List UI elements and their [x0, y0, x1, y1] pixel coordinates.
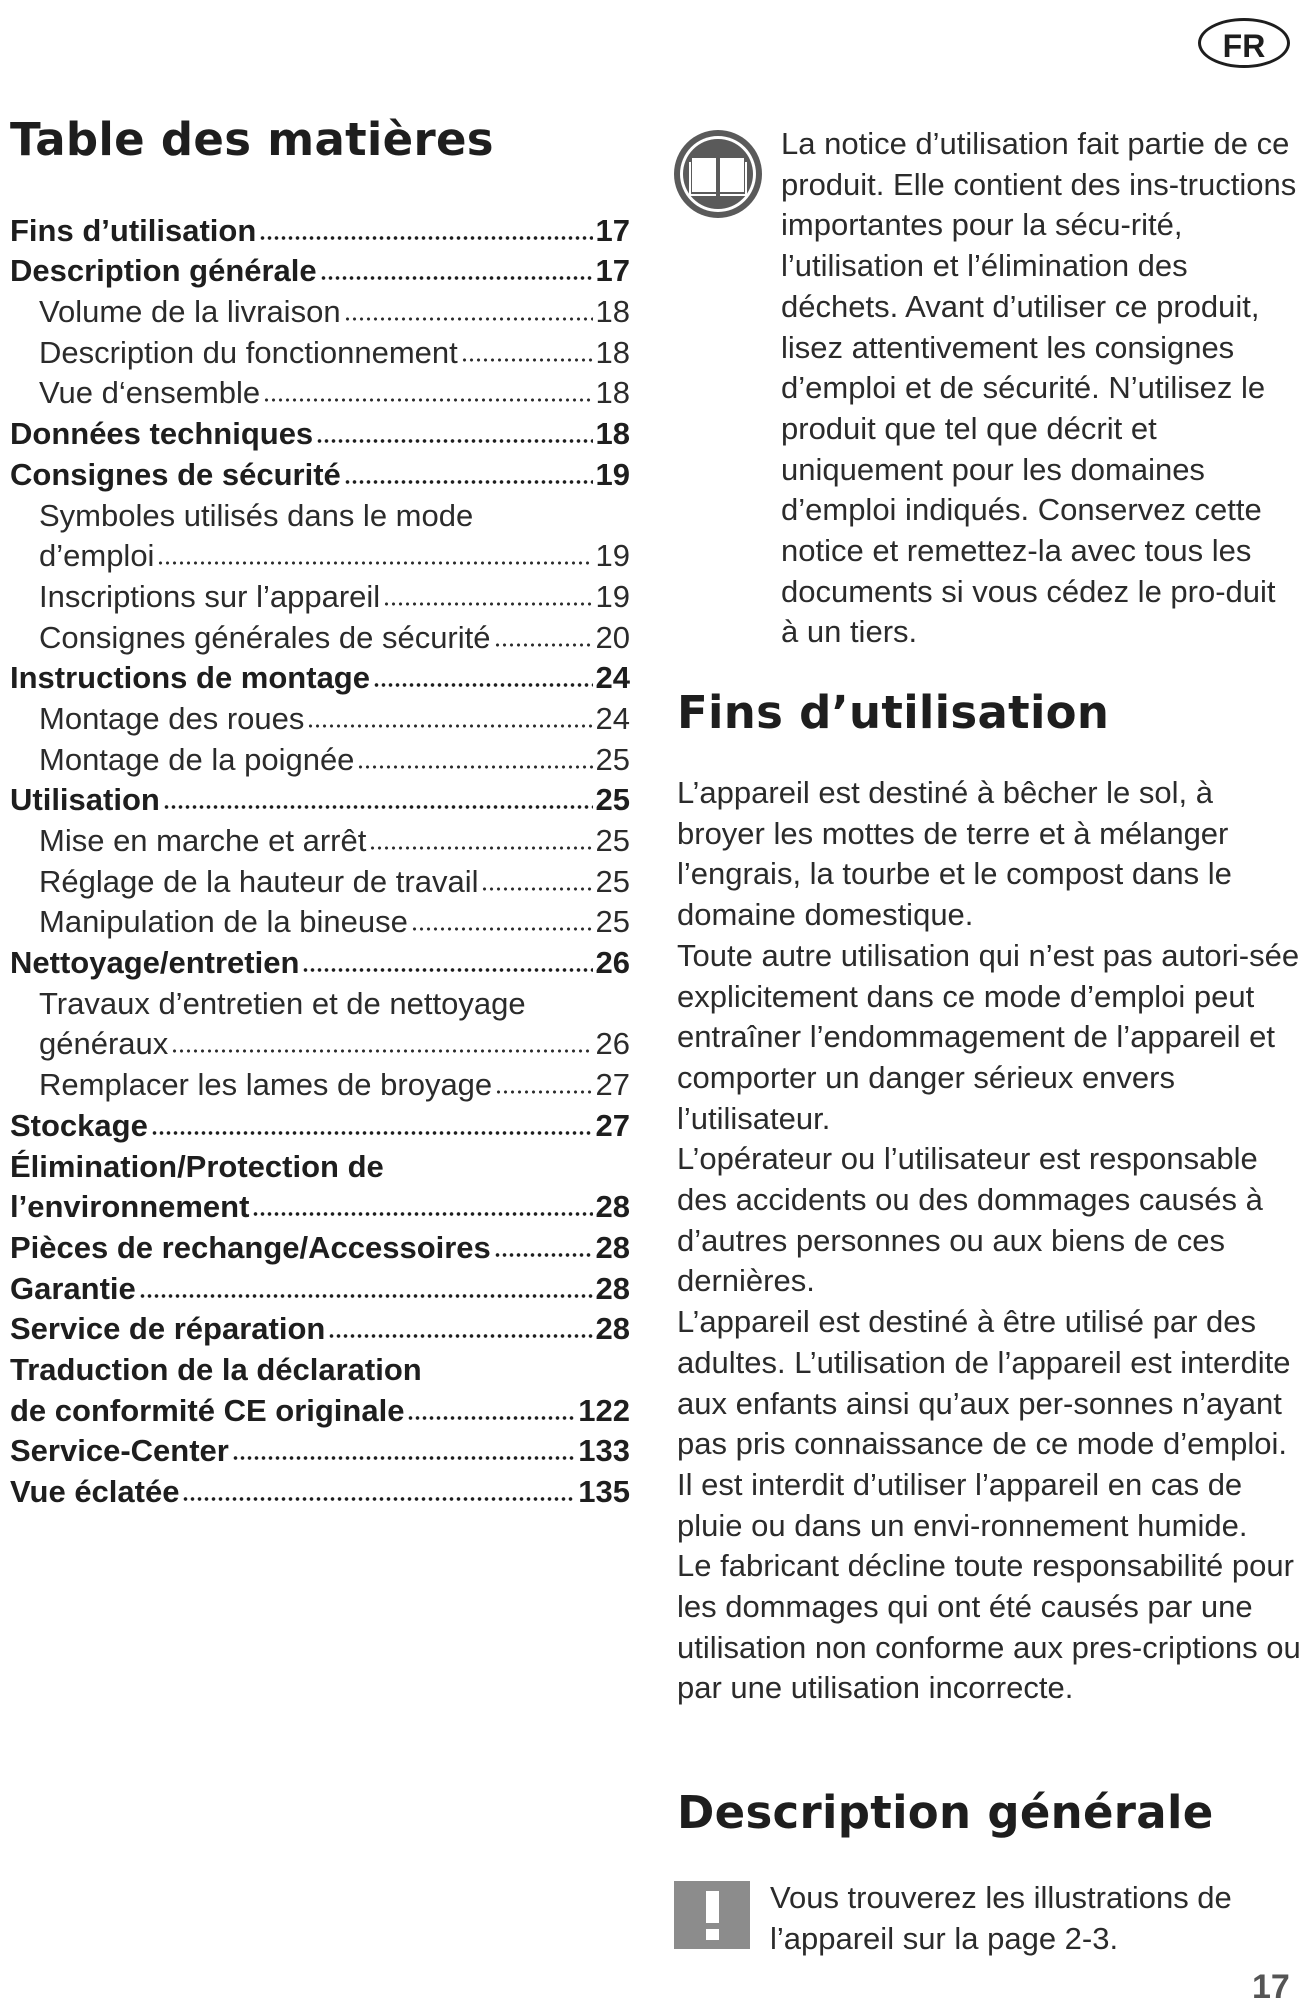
toc-entry: [10, 452, 630, 493]
toc-leader-dots: [461, 356, 593, 364]
toc-leader-dots: [495, 1088, 592, 1096]
toc-entry-page: 19: [595, 456, 630, 492]
toc-entry: [10, 1103, 630, 1144]
toc-entry: [10, 1225, 630, 1266]
toc-leader-dots: [307, 722, 592, 730]
toc-leader-dots: [407, 1414, 575, 1422]
toc-leader-dots: [411, 925, 593, 933]
toc-entry-page: 18: [595, 334, 630, 370]
toc-entry-page: 25: [595, 904, 630, 940]
toc-leader-dots: [259, 234, 592, 242]
toc-entry-title: d’emploi: [39, 538, 155, 574]
toc-leader-dots: [344, 315, 593, 323]
toc-leader-dots: [182, 1495, 575, 1503]
toc-entry: [10, 940, 630, 981]
toc-entry-title: Inscriptions sur l’appareil: [39, 578, 381, 614]
toc-entry-title: Travaux d’entretien et de nettoyage: [39, 985, 526, 1021]
section-heading-description: Description générale: [677, 1786, 1214, 1839]
toc-leader-dots: [320, 274, 593, 282]
toc-leader-dots: [139, 1292, 593, 1300]
toc-leader-dots: [232, 1454, 575, 1462]
toc-entry: [10, 371, 630, 412]
toc-entry: [10, 411, 630, 452]
toc-entry: [10, 1469, 630, 1510]
toc-leader-dots: [157, 559, 592, 567]
toc-entry-page: 18: [595, 294, 630, 330]
open-book-icon: [672, 128, 764, 220]
toc-entry-title: Remplacer les lames de broyage: [39, 1067, 493, 1103]
toc-entry: [10, 1307, 630, 1348]
toc-entry-page: 24: [595, 660, 630, 696]
toc-entry-page: 17: [595, 212, 630, 248]
toc-entry-page: 24: [595, 700, 630, 736]
toc-entry-page: 20: [595, 619, 630, 655]
toc-entry-title: Mise en marche et arrêt: [39, 823, 367, 858]
toc-entry-title: Montage des roues: [39, 700, 305, 736]
toc-leader-dots: [373, 681, 593, 689]
toc-entry-title: Garantie: [10, 1270, 136, 1306]
toc-entry: [10, 1062, 630, 1103]
toc-entry-title: Volume de la livraison: [39, 294, 341, 330]
toc-leader-dots: [171, 1047, 592, 1055]
toc-entry: [10, 1429, 630, 1470]
toc-entry-page: 18: [595, 375, 630, 411]
toc-leader-dots: [163, 803, 593, 811]
exclamation-icon: [674, 1881, 750, 1949]
toc-entry: [10, 615, 630, 656]
toc-entry-title: Instructions de montage: [10, 660, 370, 696]
toc-entry: [10, 534, 630, 575]
toc-entry: [10, 1022, 630, 1063]
toc-title: Table des matières: [10, 113, 494, 166]
toc-entry-page: 27: [595, 1067, 630, 1103]
page-number: 17: [1252, 1968, 1290, 2006]
toc-entry-page: 26: [595, 1026, 630, 1062]
toc-entry-title: l’environnement: [10, 1189, 250, 1225]
toc-entry: [10, 289, 630, 330]
toc-entry-page: 18: [595, 416, 630, 452]
notice-text: La notice d’utilisation fait partie de ce produit. Elle contient des ins-tructions importantes pour la sécu-rité, l’utilisation et l’élimination des déchets. Avant d’utiliser ce produit, lisez attentivement les consignes d’emploi et de sécurité. N’utilisez le produit que tel que décrit et uniquement pour les domaines d’emploi indiqués. Conservez cette notice et remettez-la avec tous les documents si vous cédez le pro-duit à un tiers.: [781, 126, 1297, 650]
toc-entry-title: Vue d‘ensemble: [39, 375, 261, 411]
toc-leader-dots: [302, 966, 592, 974]
table-of-contents: [10, 208, 630, 1510]
fins-text: [677, 773, 1302, 1709]
toc-entry-title: Nettoyage/entretien: [10, 945, 300, 981]
toc-leader-dots: [344, 478, 593, 486]
toc-entry: [10, 737, 630, 778]
toc-entry-title: Stockage: [10, 1107, 148, 1143]
toc-entry-title: Fins d’utilisation: [10, 212, 257, 248]
toc-leader-dots: [252, 1210, 592, 1218]
toc-entry-title: Consignes de sécurité: [10, 456, 341, 492]
toc-entry: [10, 1266, 630, 1307]
toc-entry: [10, 981, 630, 1022]
toc-entry-title: généraux: [39, 1026, 169, 1062]
description-note: Vous trouverez les illustrations de l’appareil sur la page 2-3.: [770, 1880, 1232, 1956]
toc-entry: [10, 574, 630, 615]
toc-entry-page: 19: [595, 578, 630, 614]
toc-leader-dots: [494, 1251, 593, 1259]
toc-entry-page: 133: [578, 1433, 630, 1469]
toc-entry-title: Symboles utilisés dans le mode: [39, 497, 474, 533]
toc-entry-title: Consignes générales de sécurité: [39, 619, 491, 655]
toc-entry-title: Description du fonctionnement: [39, 334, 458, 370]
toc-entry-page: 26: [595, 945, 630, 981]
toc-entry: [10, 778, 630, 819]
toc-entry-page: 28: [595, 1189, 630, 1225]
toc-entry-page: 25: [595, 863, 630, 899]
toc-leader-dots: [494, 641, 593, 649]
language-badge: FR: [1198, 18, 1290, 68]
toc-entry-title: Pièces de rechange/Accessoires: [10, 1229, 491, 1265]
toc-leader-dots: [316, 437, 592, 445]
toc-leader-dots: [328, 1332, 592, 1340]
toc-entry: [10, 493, 630, 534]
toc-entry-title: Traduction de la déclaration: [10, 1351, 422, 1387]
toc-entry-title: Utilisation: [10, 782, 160, 818]
fins-paragraph: L’opérateur ou l’utilisateur est responsable des accidents ou des dommages causés à d’autres personnes ou aux biens de ces dernières.: [677, 1141, 1263, 1299]
toc-leader-dots: [151, 1129, 593, 1137]
toc-entry: [10, 1388, 630, 1429]
toc-entry-page: 19: [595, 538, 630, 574]
toc-entry-page: 25: [595, 823, 630, 858]
toc-entry-title: de conformité CE originale: [10, 1392, 405, 1428]
toc-entry-title: Élimination/Protection de: [10, 1148, 384, 1184]
toc-entry: [10, 1144, 630, 1185]
toc-entry-page: 17: [595, 253, 630, 289]
fins-paragraph: L’appareil est destiné à être utilisé par des adultes. L’utilisation de l’appareil est interdite aux enfants ainsi qu’aux per-sonnes n’ayant pas pris connaissance de ce mode d’emploi. Il est interdit d’utiliser l’appareil en cas de pluie ou dans un envi-ronnement humide.: [677, 1304, 1291, 1543]
toc-entry-page: 28: [595, 1311, 630, 1347]
toc-entry: [10, 656, 630, 697]
toc-entry: [10, 696, 630, 737]
toc-leader-dots: [369, 844, 592, 852]
toc-entry-title: Service-Center: [10, 1433, 229, 1469]
toc-entry: [10, 330, 630, 371]
toc-entry-page: 135: [578, 1474, 630, 1509]
toc-entry-title: Manipulation de la bineuse: [39, 904, 408, 940]
toc-entry-page: 28: [595, 1270, 630, 1306]
toc-entry-page: 122: [578, 1392, 630, 1428]
toc-entry-page: 27: [595, 1107, 630, 1143]
toc-entry-title: Vue éclatée: [10, 1474, 180, 1509]
toc-leader-dots: [481, 885, 592, 893]
toc-entry-page: 25: [595, 741, 630, 777]
toc-leader-dots: [263, 396, 592, 404]
fins-paragraph: Le fabricant décline toute responsabilité pour les dommages qui ont été causés par une utilisation non conforme aux pres-criptions ou par une utilisation incorrecte.: [677, 1548, 1301, 1706]
toc-leader-dots: [383, 600, 592, 608]
toc-entry: [10, 1347, 630, 1388]
toc-entry-title: Réglage de la hauteur de travail: [39, 863, 479, 899]
section-heading-fins: Fins d’utilisation: [677, 686, 1110, 739]
toc-entry-page: 25: [595, 782, 630, 818]
toc-entry-page: 28: [595, 1229, 630, 1265]
toc-entry-title: Description générale: [10, 253, 317, 289]
toc-leader-dots: [357, 763, 592, 771]
toc-entry: [10, 208, 630, 249]
toc-entry: [10, 249, 630, 290]
fins-paragraph: Toute autre utilisation qui n’est pas autori-sée explicitement dans ce mode d’emploi peut entraîner l’endommagement de l’appareil et comporter un danger sérieux envers l’utilisateur.: [677, 937, 1300, 1136]
toc-entry: [10, 859, 630, 900]
toc-entry-title: Service de réparation: [10, 1311, 326, 1347]
toc-entry: [10, 1185, 630, 1226]
toc-entry-title: Données techniques: [10, 416, 314, 452]
toc-entry: [10, 818, 630, 859]
fins-paragraph: L’appareil est destiné à bêcher le sol, à broyer les mottes de terre et à mélanger l’engrais, la tourbe et le compost dans le domaine domestique.: [677, 775, 1232, 933]
toc-entry: [10, 900, 630, 941]
toc-entry-title: Montage de la poignée: [39, 741, 355, 777]
